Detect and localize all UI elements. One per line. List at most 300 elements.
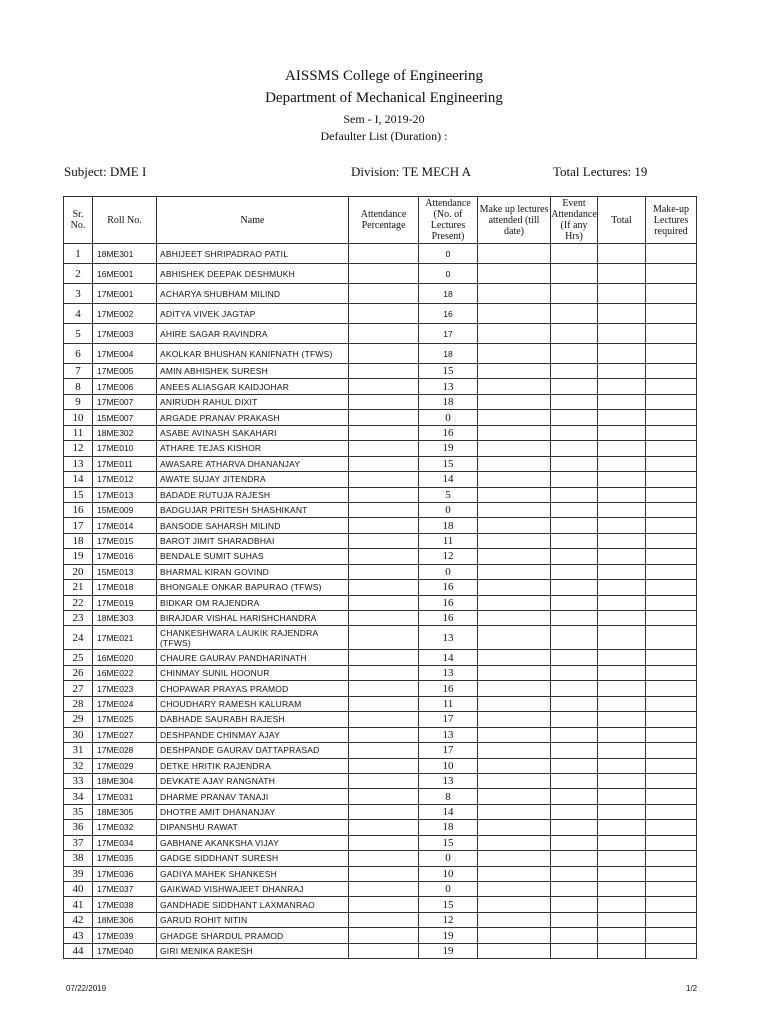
student-name-cell: CHINMAY SUNIL HOONUR [157, 665, 349, 680]
attendance-percentage-cell [349, 681, 419, 696]
attendance-percentage-cell [349, 564, 419, 579]
makeup-attended-cell [478, 626, 551, 650]
attendance-percentage-cell [349, 820, 419, 835]
attendance-percentage-cell [349, 502, 419, 517]
makeup-attended-cell [478, 284, 551, 304]
roll-no-cell: 17ME012 [93, 472, 157, 487]
sr-cell: 16 [64, 502, 93, 517]
student-name-cell: DHOTRE AMIT DHANANJAY [157, 804, 349, 819]
makeup-required-cell [646, 595, 697, 610]
total-cell [598, 897, 646, 912]
makeup-required-cell [646, 727, 697, 742]
total-cell [598, 244, 646, 264]
sr-cell: 23 [64, 611, 93, 626]
table-row [64, 564, 697, 579]
total-cell [598, 364, 646, 379]
student-name-cell: GABHANE AKANKSHA VIJAY [157, 835, 349, 850]
table-row [64, 897, 697, 912]
attendance-count-cell: 12 [419, 912, 478, 927]
roll-no-cell: 17ME037 [93, 882, 157, 897]
attendance-count-cell: 14 [419, 472, 478, 487]
student-name-cell: BHONGALE ONKAR BAPURAO (TFWS) [157, 580, 349, 595]
student-name-cell: GHADGE SHARDUL PRAMOD [157, 928, 349, 943]
makeup-required-cell [646, 650, 697, 665]
sr-cell: 7 [64, 364, 93, 379]
sr-cell: 3 [64, 284, 93, 304]
roll-no-cell: 17ME031 [93, 789, 157, 804]
sr-cell: 14 [64, 472, 93, 487]
table-row [64, 284, 697, 304]
attendance-percentage-cell [349, 379, 419, 394]
attendance-percentage-cell [349, 912, 419, 927]
makeup-required-cell [646, 518, 697, 533]
table-row [64, 487, 697, 502]
total-cell [598, 425, 646, 440]
makeup-required-cell [646, 304, 697, 324]
attendance-count-cell: 0 [419, 502, 478, 517]
roll-no-cell: 17ME024 [93, 696, 157, 711]
table-row [64, 472, 697, 487]
event-attendance-cell [551, 564, 598, 579]
table-row [64, 650, 697, 665]
attendance-percentage-cell [349, 758, 419, 773]
makeup-attended-cell [478, 820, 551, 835]
sr-cell: 28 [64, 696, 93, 711]
table-row [64, 595, 697, 610]
sr-cell: 15 [64, 487, 93, 502]
student-name-cell: AKOLKAR BHUSHAN KANIFNATH (TFWS) [157, 344, 349, 364]
sr-cell: 27 [64, 681, 93, 696]
event-attendance-cell [551, 487, 598, 502]
makeup-required-cell [646, 743, 697, 758]
makeup-required-cell [646, 665, 697, 680]
makeup-attended-cell [478, 304, 551, 324]
makeup-required-cell [646, 472, 697, 487]
attendance-percentage-cell [349, 789, 419, 804]
roll-no-cell: 16ME001 [93, 264, 157, 284]
semester-label: Sem - I, 2019-20 [343, 112, 425, 126]
makeup-attended-cell [478, 696, 551, 711]
makeup-required-cell [646, 758, 697, 773]
roll-no-cell: 17ME039 [93, 928, 157, 943]
attendance-percentage-cell [349, 284, 419, 304]
makeup-required-cell [646, 549, 697, 564]
makeup-required-cell [646, 487, 697, 502]
table-row [64, 502, 697, 517]
attendance-percentage-cell [349, 650, 419, 665]
attendance-percentage-cell [349, 364, 419, 379]
sr-cell: 30 [64, 727, 93, 742]
attendance-count-cell: 18 [419, 820, 478, 835]
student-name-cell: ABHIJEET SHRIPADRAO PATIL [157, 244, 349, 264]
sr-cell: 10 [64, 410, 93, 425]
roll-no-cell: 17ME013 [93, 487, 157, 502]
roll-no-cell: 15ME013 [93, 564, 157, 579]
student-name-cell: BIRAJDAR VISHAL HARISHCHANDRA [157, 611, 349, 626]
attendance-count-cell: 17 [419, 712, 478, 727]
table-header-row [64, 197, 697, 244]
event-attendance-cell [551, 611, 598, 626]
student-name-cell: DESHPANDE GAURAV DATTAPRASAD [157, 743, 349, 758]
table-row [64, 851, 697, 866]
event-attendance-cell [551, 665, 598, 680]
makeup-required-cell [646, 696, 697, 711]
makeup-required-cell [646, 264, 697, 284]
roll-no-cell: 18ME303 [93, 611, 157, 626]
makeup-required-cell [646, 789, 697, 804]
table-row [64, 611, 697, 626]
attendance-count-cell: 13 [419, 626, 478, 650]
attendance-count-cell: 16 [419, 425, 478, 440]
event-attendance-cell [551, 681, 598, 696]
attendance-count-cell: 0 [419, 244, 478, 264]
makeup-attended-cell [478, 394, 551, 409]
makeup-attended-cell [478, 866, 551, 881]
attendance-count-cell: 16 [419, 304, 478, 324]
total-cell [598, 912, 646, 927]
roll-no-cell: 15ME009 [93, 502, 157, 517]
student-name-cell: BHARMAL KIRAN GOVIND [157, 564, 349, 579]
attendance-percentage-cell [349, 626, 419, 650]
column-header-name: Name [157, 197, 349, 244]
total-cell [598, 580, 646, 595]
list-title: Defaulter List (Duration) : [320, 129, 448, 143]
event-attendance-cell [551, 304, 598, 324]
makeup-required-cell [646, 882, 697, 897]
event-attendance-cell [551, 943, 598, 958]
table-row [64, 580, 697, 595]
student-name-cell: ARGADE PRANAV PRAKASH [157, 410, 349, 425]
attendance-count-cell: 18 [419, 518, 478, 533]
sr-cell: 6 [64, 344, 93, 364]
attendance-count-cell: 19 [419, 441, 478, 456]
column-header-makeup-required: Make-up Lectures required [646, 197, 697, 244]
roll-no-cell: 18ME302 [93, 425, 157, 440]
roll-no-cell: 17ME015 [93, 533, 157, 548]
total-cell [598, 727, 646, 742]
attendance-percentage-cell [349, 928, 419, 943]
makeup-attended-cell [478, 912, 551, 927]
sr-cell: 32 [64, 758, 93, 773]
total-cell [598, 284, 646, 304]
total-cell [598, 773, 646, 788]
student-name-cell: ATHARE TEJAS KISHOR [157, 441, 349, 456]
makeup-attended-cell [478, 595, 551, 610]
roll-no-cell: 17ME006 [93, 379, 157, 394]
student-name-cell: GADIYA MAHEK SHANKESH [157, 866, 349, 881]
attendance-count-cell: 0 [419, 410, 478, 425]
student-name-cell: GAIKWAD VISHWAJEET DHANRAJ [157, 882, 349, 897]
makeup-attended-cell [478, 533, 551, 548]
roll-no-cell: 17ME035 [93, 851, 157, 866]
table-row [64, 410, 697, 425]
attendance-count-cell: 10 [419, 758, 478, 773]
division-label: Division: TE MECH A [351, 164, 472, 179]
event-attendance-cell [551, 650, 598, 665]
event-attendance-cell [551, 425, 598, 440]
student-name-cell: ANIRUDH RAHUL DIXIT [157, 394, 349, 409]
attendance-count-cell: 0 [419, 851, 478, 866]
makeup-attended-cell [478, 344, 551, 364]
makeup-attended-cell [478, 681, 551, 696]
makeup-required-cell [646, 324, 697, 344]
makeup-attended-cell [478, 789, 551, 804]
roll-no-cell: 17ME005 [93, 364, 157, 379]
roll-no-cell: 17ME029 [93, 758, 157, 773]
roll-no-cell: 18ME304 [93, 773, 157, 788]
subject-label: Subject: DME I [64, 164, 147, 179]
total-cell [598, 564, 646, 579]
makeup-attended-cell [478, 943, 551, 958]
sr-cell: 24 [64, 626, 93, 650]
sr-cell: 31 [64, 743, 93, 758]
makeup-attended-cell [478, 712, 551, 727]
table-row [64, 665, 697, 680]
makeup-required-cell [646, 456, 697, 471]
event-attendance-cell [551, 472, 598, 487]
makeup-attended-cell [478, 379, 551, 394]
sr-cell: 37 [64, 835, 93, 850]
sr-cell: 35 [64, 804, 93, 819]
attendance-count-cell: 11 [419, 533, 478, 548]
table-row [64, 533, 697, 548]
attendance-count-cell: 16 [419, 611, 478, 626]
roll-no-cell: 17ME036 [93, 866, 157, 881]
student-name-cell: DHARME PRANAV TANAJI [157, 789, 349, 804]
makeup-required-cell [646, 681, 697, 696]
table-row [64, 364, 697, 379]
table-row [64, 943, 697, 958]
total-cell [598, 344, 646, 364]
roll-no-cell: 17ME027 [93, 727, 157, 742]
column-header-attendance-percentage: Attendance Percentage [349, 197, 419, 244]
table-row [64, 379, 697, 394]
student-name-cell: ANEES ALIASGAR KAIDJOHAR [157, 379, 349, 394]
table-row [64, 712, 697, 727]
table-row [64, 789, 697, 804]
makeup-attended-cell [478, 851, 551, 866]
attendance-percentage-cell [349, 727, 419, 742]
roll-no-cell: 17ME034 [93, 835, 157, 850]
makeup-attended-cell [478, 882, 551, 897]
column-header-sr-no: Sr. No. [64, 197, 93, 244]
attendance-count-cell: 0 [419, 882, 478, 897]
total-cell [598, 518, 646, 533]
makeup-required-cell [646, 379, 697, 394]
roll-no-cell: 17ME016 [93, 549, 157, 564]
student-name-cell: CHANKESHWARA LAUKIK RAJENDRA (TFWS) [157, 626, 349, 650]
event-attendance-cell [551, 882, 598, 897]
event-attendance-cell [551, 866, 598, 881]
sr-cell: 25 [64, 650, 93, 665]
makeup-required-cell [646, 425, 697, 440]
attendance-count-cell: 16 [419, 595, 478, 610]
table-row [64, 425, 697, 440]
student-name-cell: AMIN ABHISHEK SURESH [157, 364, 349, 379]
table-row [64, 441, 697, 456]
sr-cell: 19 [64, 549, 93, 564]
attendance-count-cell: 15 [419, 897, 478, 912]
attendance-percentage-cell [349, 456, 419, 471]
attendance-count-cell: 17 [419, 743, 478, 758]
attendance-percentage-cell [349, 394, 419, 409]
total-cell [598, 943, 646, 958]
makeup-attended-cell [478, 835, 551, 850]
student-name-cell: DESHPANDE CHINMAY AJAY [157, 727, 349, 742]
makeup-attended-cell [478, 727, 551, 742]
column-header-event-attendance: Event Attendance (If any Hrs) [551, 198, 597, 242]
makeup-required-cell [646, 364, 697, 379]
event-attendance-cell [551, 264, 598, 284]
makeup-attended-cell [478, 580, 551, 595]
makeup-attended-cell [478, 244, 551, 264]
event-attendance-cell [551, 758, 598, 773]
total-cell [598, 487, 646, 502]
total-cell [598, 835, 646, 850]
column-header-total: Total [598, 197, 646, 244]
event-attendance-cell [551, 324, 598, 344]
event-attendance-cell [551, 897, 598, 912]
roll-no-cell: 18ME305 [93, 804, 157, 819]
makeup-attended-cell [478, 472, 551, 487]
attendance-percentage-cell [349, 425, 419, 440]
student-name-cell: GADGE SIDDHANT SURESH [157, 851, 349, 866]
table-row [64, 928, 697, 943]
attendance-percentage-cell [349, 472, 419, 487]
total-cell [598, 441, 646, 456]
attendance-count-cell: 13 [419, 727, 478, 742]
attendance-count-cell: 15 [419, 835, 478, 850]
event-attendance-cell [551, 851, 598, 866]
makeup-required-cell [646, 851, 697, 866]
student-name-cell: BADGUJAR PRITESH SHASHIKANT [157, 502, 349, 517]
roll-no-cell: 17ME002 [93, 304, 157, 324]
roll-no-cell: 17ME018 [93, 580, 157, 595]
makeup-attended-cell [478, 928, 551, 943]
total-cell [598, 851, 646, 866]
attendance-count-cell: 18 [419, 394, 478, 409]
makeup-required-cell [646, 943, 697, 958]
sr-cell: 21 [64, 580, 93, 595]
makeup-attended-cell [478, 758, 551, 773]
makeup-required-cell [646, 502, 697, 517]
total-cell [598, 882, 646, 897]
attendance-count-cell: 11 [419, 696, 478, 711]
sr-cell: 36 [64, 820, 93, 835]
attendance-percentage-cell [349, 580, 419, 595]
attendance-count-cell: 10 [419, 866, 478, 881]
table-row [64, 681, 697, 696]
table-row [64, 727, 697, 742]
attendance-count-cell: 14 [419, 650, 478, 665]
attendance-percentage-cell [349, 696, 419, 711]
makeup-attended-cell [478, 324, 551, 344]
student-name-cell: AWASARE ATHARVA DHANANJAY [157, 456, 349, 471]
attendance-percentage-cell [349, 549, 419, 564]
student-name-cell: ACHARYA SHUBHAM MILIND [157, 284, 349, 304]
table-row [64, 518, 697, 533]
makeup-required-cell [646, 928, 697, 943]
event-attendance-cell [551, 595, 598, 610]
event-attendance-cell [551, 820, 598, 835]
attendance-percentage-cell [349, 866, 419, 881]
makeup-attended-cell [478, 425, 551, 440]
table-row [64, 264, 697, 284]
total-cell [598, 696, 646, 711]
department-name: Department of Mechanical Engineering [265, 90, 503, 106]
event-attendance-cell [551, 379, 598, 394]
attendance-count-cell: 0 [419, 264, 478, 284]
makeup-required-cell [646, 344, 697, 364]
attendance-percentage-cell [349, 304, 419, 324]
sr-cell: 1 [64, 244, 93, 264]
attendance-percentage-cell [349, 487, 419, 502]
makeup-attended-cell [478, 410, 551, 425]
sr-cell: 22 [64, 595, 93, 610]
sr-cell: 17 [64, 518, 93, 533]
makeup-required-cell [646, 804, 697, 819]
makeup-attended-cell [478, 611, 551, 626]
makeup-attended-cell [478, 743, 551, 758]
table-row [64, 758, 697, 773]
attendance-count-cell: 19 [419, 928, 478, 943]
attendance-count-cell: 16 [419, 580, 478, 595]
table-row [64, 743, 697, 758]
roll-no-cell: 17ME003 [93, 324, 157, 344]
attendance-percentage-cell [349, 804, 419, 819]
attendance-percentage-cell [349, 851, 419, 866]
makeup-required-cell [646, 564, 697, 579]
makeup-attended-cell [478, 264, 551, 284]
attendance-count-cell: 13 [419, 665, 478, 680]
student-name-cell: ASABE AVINASH SAKAHARI [157, 425, 349, 440]
makeup-required-cell [646, 912, 697, 927]
sr-cell: 9 [64, 394, 93, 409]
roll-no-cell: 17ME001 [93, 284, 157, 304]
column-header-roll-no: Roll No. [93, 197, 157, 244]
makeup-attended-cell [478, 549, 551, 564]
makeup-attended-cell [478, 665, 551, 680]
sr-cell: 2 [64, 264, 93, 284]
total-cell [598, 549, 646, 564]
sr-cell: 4 [64, 304, 93, 324]
roll-no-cell: 17ME010 [93, 441, 157, 456]
attendance-percentage-cell [349, 344, 419, 364]
sr-cell: 29 [64, 712, 93, 727]
sr-cell: 11 [64, 425, 93, 440]
total-cell [598, 626, 646, 650]
attendance-count-cell: 14 [419, 804, 478, 819]
event-attendance-cell [551, 804, 598, 819]
total-cell [598, 533, 646, 548]
makeup-required-cell [646, 712, 697, 727]
event-attendance-cell [551, 394, 598, 409]
student-name-cell: GIRI MENIKA RAKESH [157, 943, 349, 958]
table-row [64, 324, 697, 344]
makeup-required-cell [646, 897, 697, 912]
event-attendance-cell [551, 456, 598, 471]
makeup-required-cell [646, 773, 697, 788]
attendance-count-cell: 16 [419, 681, 478, 696]
table-row [64, 626, 697, 650]
sr-cell: 41 [64, 897, 93, 912]
roll-no-cell: 17ME023 [93, 681, 157, 696]
roll-no-cell: 17ME004 [93, 344, 157, 364]
roll-no-cell: 17ME025 [93, 712, 157, 727]
table-row [64, 304, 697, 324]
makeup-attended-cell [478, 804, 551, 819]
table-row [64, 912, 697, 927]
